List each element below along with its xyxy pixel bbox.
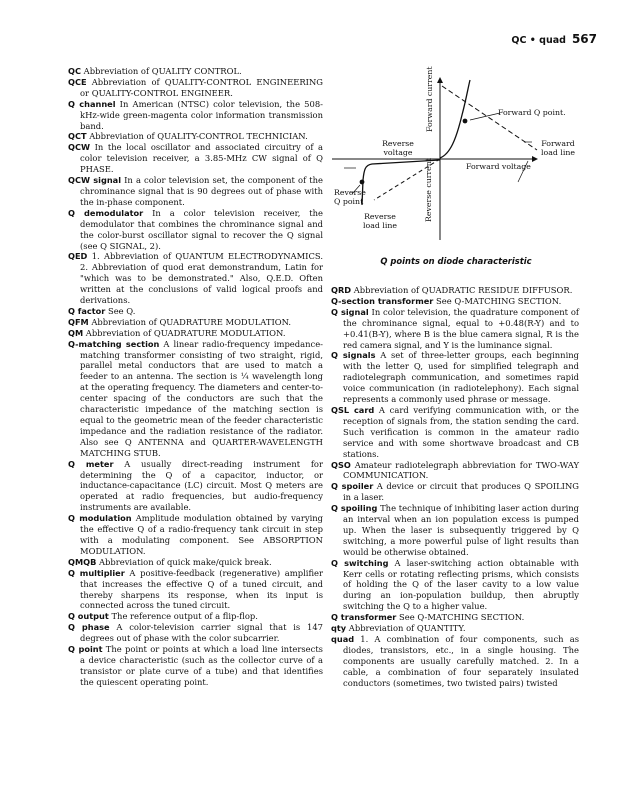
entry-term: Q demodulator <box>68 207 144 218</box>
dictionary-entry <box>68 99 323 132</box>
entry-term: Q factor <box>68 305 106 316</box>
entry-definition: Abbreviation of QUADRATURE MODULATION. <box>88 316 292 327</box>
forward-current-label: Forward current <box>425 66 434 132</box>
entry-definition: In color television, the quadrature component of the chrominance signal, equal to +0.48(R-Y) and to +0.41(B-Y), where B is the blue camera signal, R is the red camera signal, and Y is the luminance signal. <box>343 306 579 350</box>
reverse-q-point-label: Reverse Q point <box>334 188 366 206</box>
entry-definition: A set of three-letter groups, each beginning with the letter Q, used for simplified telegraph and radiotelegraph communication, and sometimes rapid voice communication (in radiotelephony). Each signal represents a commonly used phrase or message. <box>343 350 579 405</box>
entry-term: Q output <box>68 611 109 622</box>
dictionary-entry <box>331 558 579 613</box>
dictionary-entry <box>68 175 323 208</box>
running-head: QC • quad <box>511 35 566 46</box>
entry-term: QSO <box>331 459 351 470</box>
right-column <box>331 285 579 689</box>
entry-definition: Amateur radiotelegraph abbreviation for TWO-WAY COMMUNICATION. <box>343 459 579 481</box>
forward-load-line <box>442 86 537 150</box>
reverse-voltage-label: Reverse voltage <box>382 139 414 157</box>
dictionary-entry <box>331 460 579 482</box>
dictionary-entry <box>68 66 323 77</box>
dictionary-entry <box>331 405 579 460</box>
entry-definition: Abbreviation of QUADRATURE MODULATION. <box>83 327 286 338</box>
entry-term: QCE <box>68 76 87 87</box>
dictionary-entry <box>68 306 323 317</box>
dictionary-entry <box>331 634 579 689</box>
entry-term: Q switching <box>331 557 389 568</box>
dictionary-entry <box>331 350 579 405</box>
entry-term: Q signals <box>331 350 376 361</box>
page-number: 567 <box>571 32 597 46</box>
entry-term: Q multiplier <box>68 567 125 578</box>
dictionary-entry <box>68 317 323 328</box>
entry-definition: Abbreviation of QUADRATIC RESIDUE DIFFUSOR. <box>351 285 573 295</box>
entry-term: Q-section transformer <box>331 295 434 306</box>
entry-term: QC <box>68 66 81 76</box>
entry-term: QCW <box>68 142 90 153</box>
dictionary-entry <box>68 568 323 612</box>
entry-term: Q spoiler <box>331 481 374 492</box>
dictionary-entry <box>68 77 323 99</box>
entry-definition: The point or points at which a load line intersects a device characteristic (such as the collector curve of a transistor or plate curve of a tube) and that identifies the quiescent operating point. <box>80 644 323 687</box>
entry-definition: In a color television set, the component of the chrominance signal that is 90 degrees out of phase with the in-phase component. <box>80 175 323 207</box>
entry-definition: In a color television receiver, the demodulator that combines the chrominance signal and the color-burst oscillator signal to recover the Q signal (see Q SIGNAL, 2). <box>80 207 323 251</box>
entry-term: quad <box>331 634 355 644</box>
figure-caption: Q points on diode characteristic <box>380 256 532 266</box>
entry-definition: Abbreviation of QUALITY-CONTROL TECHNICIAN. <box>86 131 308 142</box>
dictionary-entry <box>68 611 323 622</box>
dictionary-entry <box>68 513 323 557</box>
dictionary-entry <box>68 339 323 459</box>
dictionary-entry <box>331 503 579 558</box>
diode-characteristic-figure <box>332 66 580 270</box>
entry-term: QFM <box>68 316 89 327</box>
dictionary-entry <box>68 328 323 339</box>
entry-definition: A device or circuit that produces Q SPOILING in a laser. <box>343 481 580 503</box>
entry-definition: Abbreviation of QUALITY CONTROL. <box>80 66 242 76</box>
entry-definition: A laser-switching action obtainable with Kerr cells or rotating reflecting prisms, which consists of holding the Q of the laser cavity to a low value during an ion-population buildup, then abruptly switching the Q to a higher value. <box>343 557 579 612</box>
dictionary-entry <box>331 623 579 634</box>
entry-term: Q meter <box>68 458 114 469</box>
header-text <box>511 32 597 46</box>
entry-definition: Abbreviation of quick make/quick break. <box>96 556 272 567</box>
entry-term: Q signal <box>331 306 369 317</box>
entry-definition: The technique of inhibiting laser action during an interval when an ion population excess is pumped up. When the laser is subsequently triggered by Q switching, a more powerful pulse of light results than would be otherwise obtained. <box>343 503 580 557</box>
dictionary-entry <box>68 131 323 142</box>
entry-definition: Amplitude modulation obtained by varying the effective Q of a radio-frequency tank circuit in step with a modulating component. See ABSORPTION MODULATION. <box>80 513 324 556</box>
dictionary-entry <box>331 296 579 307</box>
running-header <box>0 30 637 52</box>
entry-definition: In the local oscillator and associated circuitry of a color television receiver, a 3.85-MHz CW signal of Q PHASE. <box>80 142 323 175</box>
entry-term: QCT <box>68 131 87 142</box>
left-column <box>68 66 323 688</box>
dictionary-entry <box>68 142 323 175</box>
entry-definition: The reference output of a flip-flop. <box>108 611 258 622</box>
dictionary-entry <box>68 459 323 514</box>
entry-term: QM <box>68 327 84 338</box>
entry-definition: A linear radio-frequency impedance-matching transformer consisting of two straight, rigid, parallel metal conductors that are used to match a feeder to an antenna. The section is ¼ wavelength long at the operating frequency. The diameters and center-to-center spacing of the conductors are such that the characteristic impedance of the matching section is equal to the geometric mean of the feeder characteristic impedance and the radiation resistance of the radiator. Also see Q ANTENNA and QUARTER-WAVELENGTH MATCHING STUB. <box>80 338 323 458</box>
forward-q-point-label: Forward Q point. <box>498 108 566 117</box>
forward-voltage-label: Forward voltage <box>466 162 531 171</box>
forward-q-leader <box>470 113 500 120</box>
entry-definition: Abbreviation of QUALITY-CONTROL ENGINEERING or QUALITY-CONTROL ENGINEER. <box>80 76 323 98</box>
entry-definition: Abbreviation of QUANTITY. <box>346 623 466 634</box>
entry-definition: 1. Abbreviation of QUANTUM ELECTRODYNAMICS. 2. Abbreviation of quod erat demonstrandum, Latin for "which was to be demonstrated." Also, Q.E.D. Often written at the conclusions of valid logical proofs and derivations. <box>80 251 323 306</box>
dictionary-entry <box>68 622 323 644</box>
forward-load-line-label: Forward load line <box>541 139 575 157</box>
entry-definition: A positive-feedback (regenerative) amplifier that increases the effective Q of a tuned circuit, and thereby sharpens its response, when its input is connected across the tuned circuit. <box>80 567 323 611</box>
dictionary-entry <box>331 481 579 503</box>
dictionary-entry <box>331 285 579 296</box>
entry-definition: In American (NTSC) color television, the 508-kHz-wide green-magenta color information transmission band. <box>80 98 323 131</box>
entry-definition: See Q-MATCHING SECTION. <box>396 612 525 623</box>
dictionary-entry <box>68 644 323 688</box>
dictionary-entry <box>68 557 323 568</box>
entry-term: QED <box>68 251 88 262</box>
dictionary-entry <box>68 251 323 306</box>
entry-definition: 1. A combination of four components, such as diodes, transistors, etc., in a single housing. The components are usually carefully matched. 2. In a cable, a combination of four separately insulated conductors (sometimes, two twisted pairs) twisted <box>343 634 579 688</box>
entry-definition: A usually direct-reading instrument for determining the Q of a capacitor, inductor, or inductance-capacitance (LC) circuit. Most Q meters are operated at radio frequencies, but audio-frequency instruments are available. <box>80 458 323 513</box>
entry-term: Q spoiling <box>331 503 378 514</box>
entry-definition: A color-television carrier signal that is 147 degrees out of phase with the color subcarrier. <box>80 622 324 644</box>
forward-q-point <box>463 119 468 124</box>
entry-term: Q modulation <box>68 513 132 524</box>
entry-term: QMQB <box>68 556 97 567</box>
reverse-load-line-label: Reverse load line <box>363 212 397 230</box>
dictionary-entry <box>68 208 323 252</box>
entry-term: Q point <box>68 644 103 655</box>
entry-definition: See Q-MATCHING SECTION. <box>433 295 562 306</box>
dictionary-entry <box>331 307 579 351</box>
entry-term: QRD <box>331 285 352 295</box>
dictionary-entry <box>331 612 579 623</box>
entry-definition: A card verifying communication with, or the reception of signals from, the station sending the card. Such verification is common in the amateur radio service and with some shortwave broadcast and CB stations. <box>343 404 579 459</box>
reverse-current-label: Reverse current <box>424 158 433 222</box>
entry-term: Q transformer <box>331 612 397 623</box>
entry-term: qty <box>331 623 347 634</box>
entry-term: Q-matching section <box>68 338 160 349</box>
entry-term: Q phase <box>68 622 110 633</box>
reverse-q-point <box>360 180 365 185</box>
entry-term: QCW signal <box>68 175 122 186</box>
entry-definition: See Q. <box>105 305 136 316</box>
entry-term: QSL card <box>331 404 375 415</box>
entry-term: Q channel <box>68 98 116 109</box>
